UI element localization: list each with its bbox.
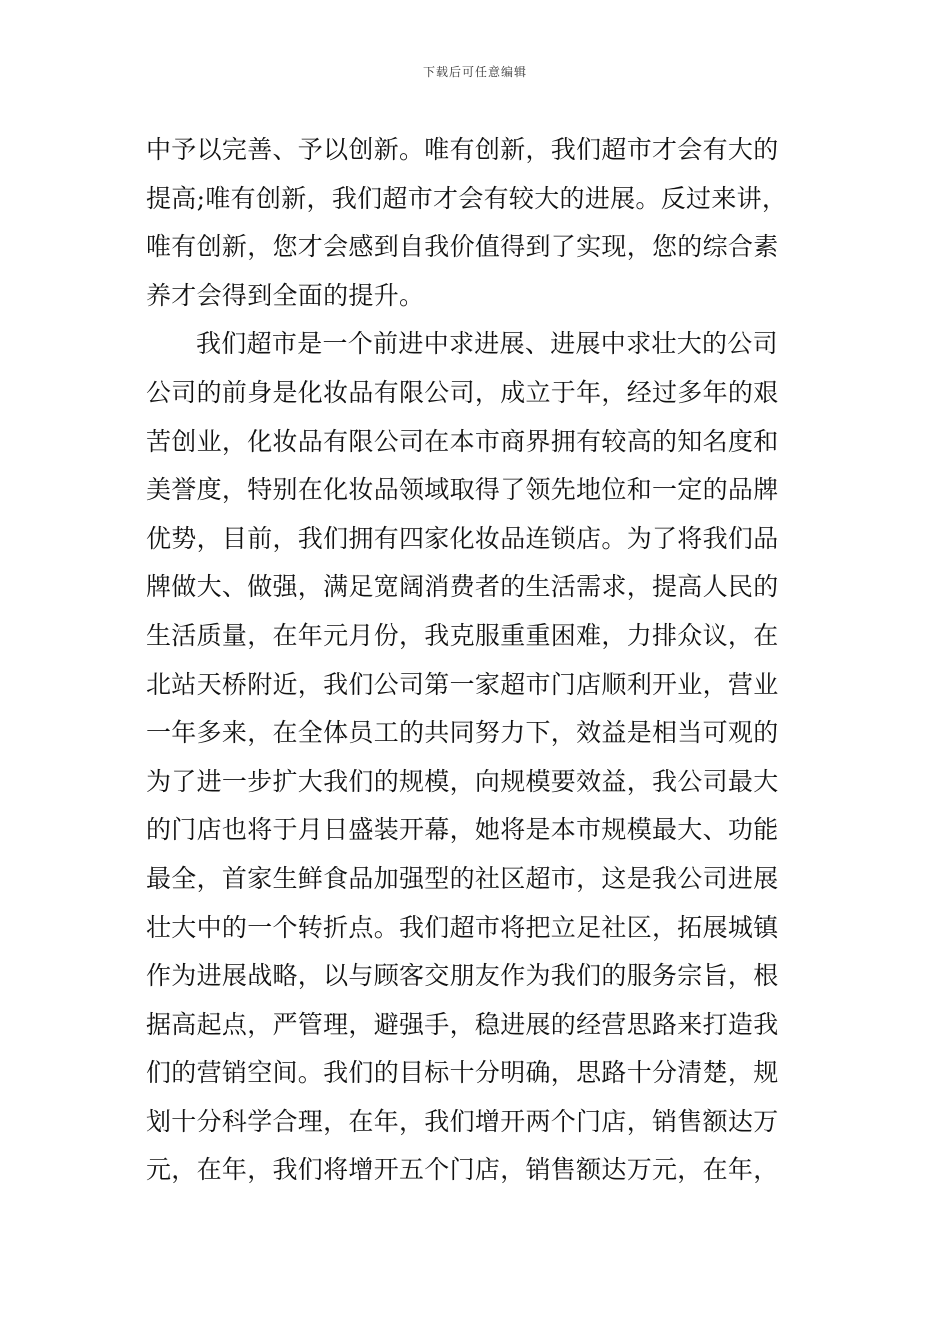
- text-line: 们的营销空间。我们的目标十分明确，思路十分清楚，规: [146, 1058, 779, 1088]
- text-line: 作为进展战略，以与顾客交朋友作为我们的服务宗旨，根: [146, 961, 779, 991]
- text-line: 生活质量，在年元月份，我克服重重困难，力排众议，在: [146, 620, 779, 650]
- text-line: 壮大中的一个转折点。我们超市将把立足社区，拓展城镇: [146, 912, 779, 942]
- text-line: 元，在年，我们将增开五个门店，销售额达万元，在年，: [146, 1155, 779, 1185]
- text-line: 一年多来，在全体员工的共同努力下，效益是相当可观的: [146, 718, 779, 748]
- text-line: 美誉度，特别在化妆品领域取得了领先地位和一定的品牌: [146, 475, 779, 505]
- text-line: 养才会得到全面的提升。: [146, 280, 425, 310]
- text-line: 优势，目前，我们拥有四家化妆品连锁店。为了将我们品: [146, 523, 779, 553]
- text-line: 的门店也将于月日盛装开幕，她将是本市规模最大、功能: [146, 815, 779, 845]
- text-line: 最全，首家生鲜食品加强型的社区超市，这是我公司进展: [146, 863, 779, 893]
- text-line: 据高起点，严管理，避强手，稳进展的经营思路来打造我: [146, 1009, 779, 1039]
- text-line: 唯有创新，您才会感到自我价值得到了实现，您的综合素: [146, 232, 779, 262]
- text-line: 公司的前身是化妆品有限公司，成立于年，经过多年的艰: [146, 377, 779, 407]
- document-body: [146, 126, 806, 1195]
- text-line: 中予以完善、予以创新。唯有创新，我们超市才会有大的: [146, 135, 779, 164]
- text-line: 为了进一步扩大我们的规模，向规模要效益，我公司最大: [146, 766, 779, 796]
- text-line: 牌做大、做强，满足宽阔消费者的生活需求，提高人民的: [146, 572, 779, 602]
- text-line: 苦创业，化妆品有限公司在本市商界拥有较高的知名度和: [146, 426, 779, 456]
- paragraph-first-line: 我们超市是一个前进中求进展、进展中求壮大的公司: [196, 329, 778, 359]
- text-line: 划十分科学合理，在年，我们增开两个门店，销售额达万: [146, 1106, 779, 1136]
- text-line: 北站天桥附近，我们公司第一家超市门店顺利开业，营业: [146, 669, 779, 699]
- text-line: 提高;唯有创新，我们超市才会有较大的进展。反过来讲，: [146, 183, 788, 213]
- page-header: 下载后可任意编辑: [422, 65, 527, 79]
